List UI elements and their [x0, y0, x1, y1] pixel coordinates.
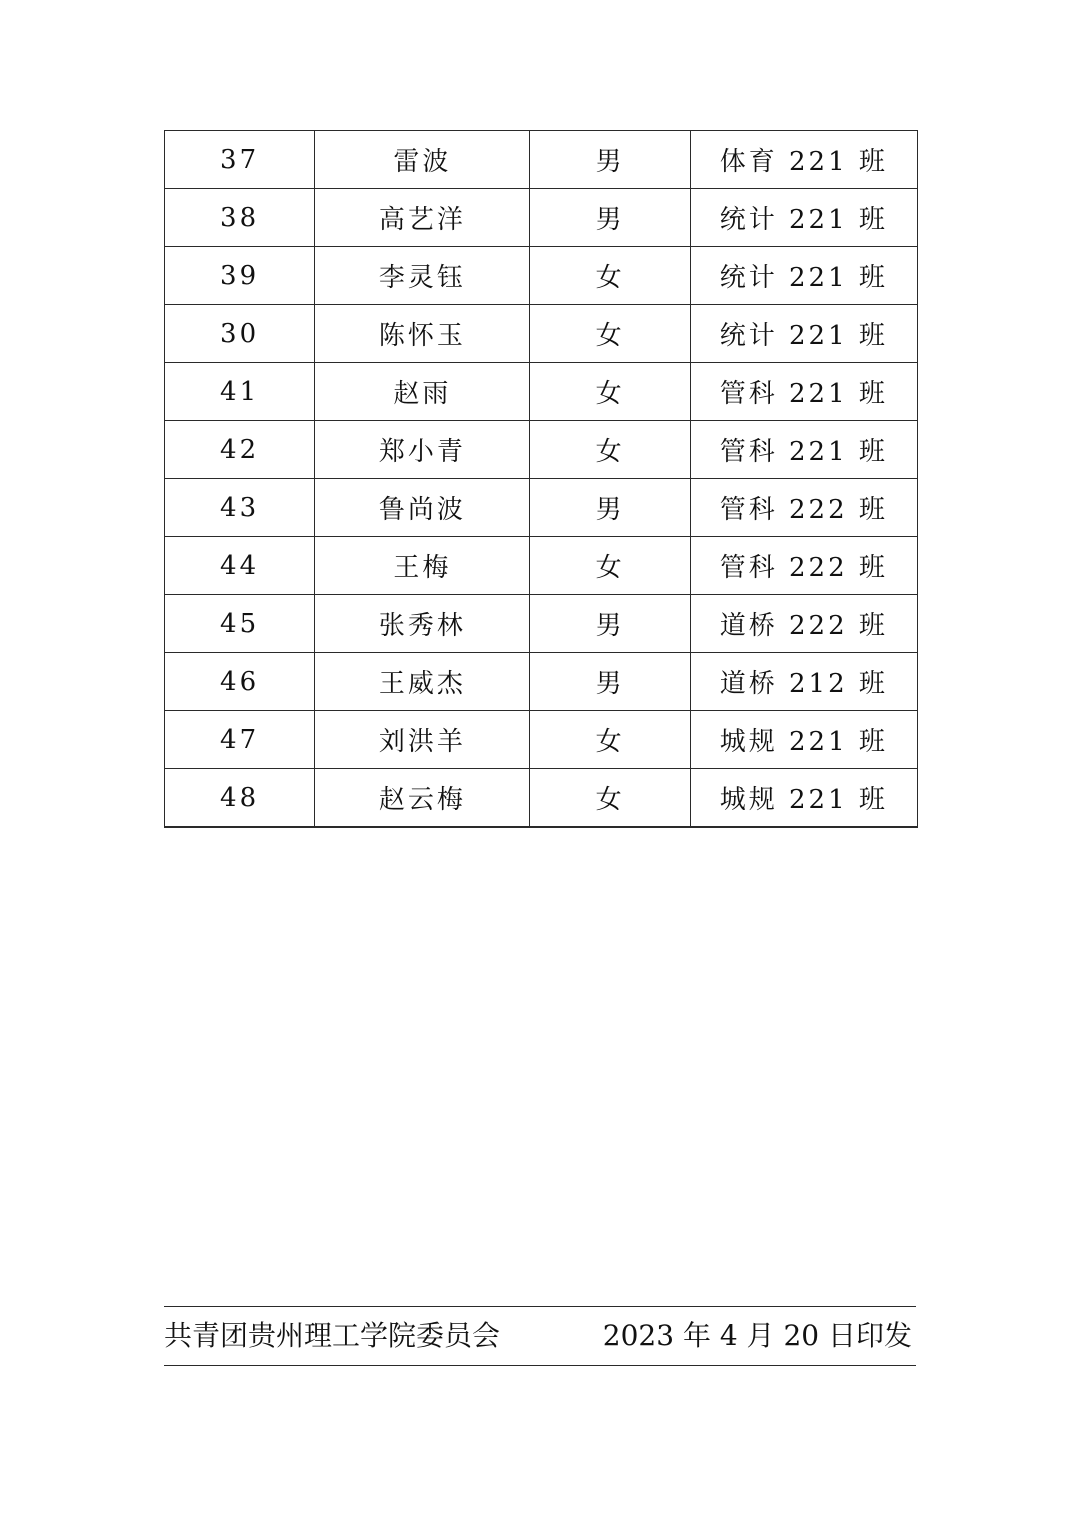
table-row [165, 363, 918, 421]
student-class: 统计 221 班 [690, 247, 917, 305]
row-number: 41 [165, 363, 315, 421]
student-name: 郑小青 [315, 421, 530, 479]
student-name: 赵云梅 [315, 769, 530, 828]
student-gender: 女 [530, 305, 690, 363]
student-class: 统计 221 班 [690, 189, 917, 247]
student-class: 道桥 222 班 [690, 595, 917, 653]
student-class: 统计 221 班 [690, 305, 917, 363]
student-class: 道桥 212 班 [690, 653, 917, 711]
table-row [165, 421, 918, 479]
student-name: 高艺洋 [315, 189, 530, 247]
student-gender: 男 [530, 131, 690, 189]
table-row [165, 653, 918, 711]
row-number: 39 [165, 247, 315, 305]
row-number: 45 [165, 595, 315, 653]
document-footer [164, 1306, 916, 1366]
student-class: 管科 222 班 [690, 479, 917, 537]
roster-table [164, 130, 918, 828]
student-name: 王梅 [315, 537, 530, 595]
student-name: 王威杰 [315, 653, 530, 711]
student-name: 赵雨 [315, 363, 530, 421]
row-number: 42 [165, 421, 315, 479]
student-class: 管科 221 班 [690, 421, 917, 479]
table-row [165, 479, 918, 537]
student-class: 城规 221 班 [690, 769, 917, 828]
student-name: 雷波 [315, 131, 530, 189]
table-row [165, 305, 918, 363]
student-gender: 男 [530, 479, 690, 537]
student-name: 鲁尚波 [315, 479, 530, 537]
row-number: 44 [165, 537, 315, 595]
table-row [165, 595, 918, 653]
table-row [165, 769, 918, 828]
row-number: 30 [165, 305, 315, 363]
row-number: 38 [165, 189, 315, 247]
student-name: 陈怀玉 [315, 305, 530, 363]
table-row [165, 131, 918, 189]
student-gender: 女 [530, 711, 690, 769]
student-gender: 女 [530, 247, 690, 305]
row-number: 46 [165, 653, 315, 711]
row-number: 48 [165, 769, 315, 828]
issuer-name: 共青团贵州理工学院委员会 [164, 1319, 501, 1352]
row-number: 43 [165, 479, 315, 537]
student-name: 李灵钰 [315, 247, 530, 305]
student-gender: 男 [530, 653, 690, 711]
student-class: 管科 221 班 [690, 363, 917, 421]
student-gender: 女 [530, 769, 690, 828]
student-name: 刘洪羊 [315, 711, 530, 769]
row-number: 47 [165, 711, 315, 769]
student-name: 张秀林 [315, 595, 530, 653]
student-gender: 女 [530, 421, 690, 479]
table-row [165, 537, 918, 595]
issue-date: 2023 年 4 月 20 日印发 [602, 1319, 912, 1352]
table-row [165, 247, 918, 305]
student-gender: 女 [530, 537, 690, 595]
table-row [165, 189, 918, 247]
student-gender: 男 [530, 595, 690, 653]
row-number: 37 [165, 131, 315, 189]
student-class: 城规 221 班 [690, 711, 917, 769]
student-class: 管科 222 班 [690, 537, 917, 595]
table-row [165, 711, 918, 769]
student-gender: 男 [530, 189, 690, 247]
student-gender: 女 [530, 363, 690, 421]
student-class: 体育 221 班 [690, 131, 917, 189]
